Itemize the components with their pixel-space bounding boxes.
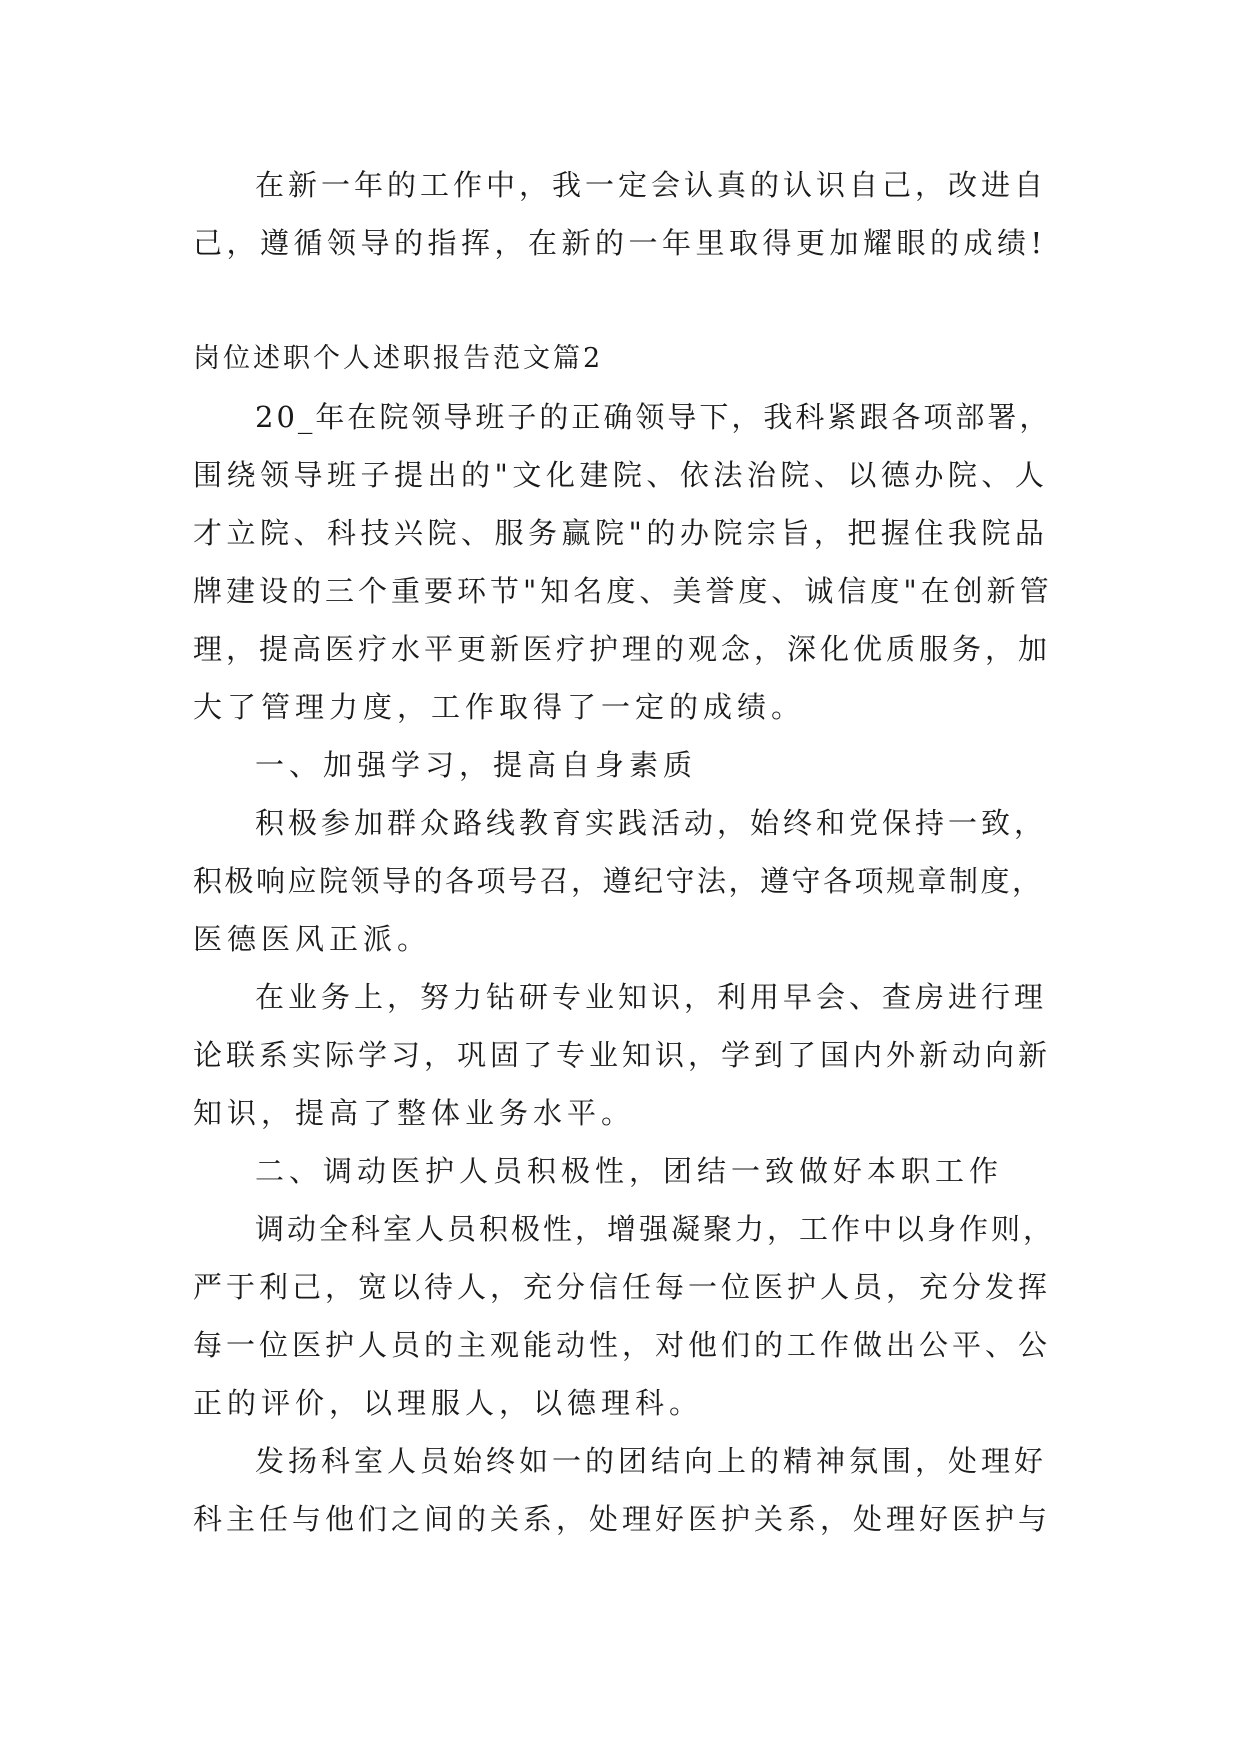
paragraph-line: 严于利己，宽以待人，充分信任每一位医护人员，充分发挥 [193, 1270, 1052, 1304]
paragraph-line: 20_年在院领导班子的正确领导下，我科紧跟各项部署， [255, 400, 1052, 434]
paragraph-line: 牌建设的三个重要环节"知名度、美誉度、诚信度"在创新管 [193, 574, 1053, 608]
paragraph-line: 发扬科室人员始终如一的团结向上的精神氛围，处理好 [255, 1444, 1048, 1478]
section-title: 岗位述职个人述职报告范文篇2 [193, 343, 604, 374]
paragraph-line: 积极响应院领导的各项号召，遵纪守法，遵守各项规章制度， [193, 864, 1044, 898]
paragraph-line: 在新一年的工作中，我一定会认真的认识自己，改进自 [255, 168, 1048, 202]
subheading: 二、调动医护人员积极性，团结一致做好本职工作 [255, 1154, 1004, 1188]
paragraph-line: 科主任与他们之间的关系，处理好医护关系，处理好医护与 [193, 1502, 1052, 1536]
paragraph-line: 调动全科室人员积极性，增强凝聚力，工作中以身作则， [255, 1212, 1056, 1246]
paragraph-line: 在业务上，努力钻研专业知识，利用早会、查房进行理 [255, 980, 1048, 1014]
paragraph-line: 论联系实际学习，巩固了专业知识，学到了国内外新动向新 [193, 1038, 1052, 1072]
paragraph-line: 知识，提高了整体业务水平。 [193, 1096, 636, 1130]
paragraph-line: 正的评价，以理服人，以德理科。 [193, 1386, 704, 1420]
paragraph-line: 围绕领导班子提出的"文化建院、依法治院、以德办院、人 [193, 458, 1049, 492]
paragraph-line: 积极参加群众路线教育实践活动，始终和党保持一致， [255, 806, 1048, 840]
subheading: 一、加强学习，提高自身素质 [255, 748, 698, 782]
paragraph-line: 大了管理力度，工作取得了一定的成绩。 [193, 690, 806, 724]
paragraph-line: 每一位医护人员的主观能动性，对他们的工作做出公平、公 [193, 1328, 1052, 1362]
paragraph-line: 理，提高医疗水平更新医疗护理的观念，深化优质服务，加 [193, 632, 1052, 666]
paragraph-line: 己，遵循领导的指挥，在新的一年里取得更加耀眼的成绩! [193, 226, 1047, 260]
paragraph-line: 才立院、科技兴院、服务赢院"的办院宗旨，把握住我院品 [193, 516, 1049, 550]
paragraph-line: 医德医风正派。 [193, 922, 432, 956]
